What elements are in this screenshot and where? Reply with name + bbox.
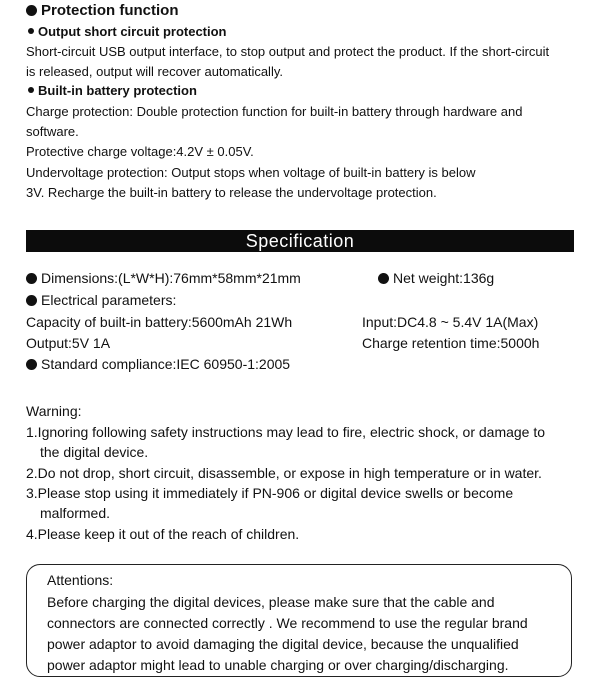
battery-line-2: software. (26, 124, 79, 139)
bullet-icon (378, 273, 389, 284)
battery-line-5: 3V. Recharge the built-in battery to release the undervoltage protection. (26, 185, 437, 200)
warning-item-2: 2.Do not drop, short circuit, disassemble, or expose in high temperature or in water. (26, 465, 542, 481)
bullet-icon (26, 295, 37, 306)
attentions-line-1: Before charging the digital devices, please make sure that the cable and (47, 594, 495, 610)
output-short-line-1: Short-circuit USB output interface, to stop output and protect the product. If the short-circuit (26, 44, 550, 59)
warning-item-1: 1.Ignoring following safety instructions may lead to fire, electric shock, or damage to (26, 424, 546, 440)
spec-electrical-heading: Electrical parameters: (26, 292, 176, 308)
bullet-icon (28, 28, 34, 34)
warning-item-4: 4.Please keep it out of the reach of children. (26, 526, 300, 542)
spec-dimensions: Dimensions:(L*W*H):76mm*58mm*21mm (26, 270, 301, 286)
bullet-icon (26, 5, 37, 16)
spec-compliance: Standard compliance:IEC 60950-1:2005 (26, 356, 290, 372)
spec-output: Output:5V 1A (26, 335, 111, 351)
warning-heading: Warning: (26, 403, 82, 419)
spec-net-weight: Net weight:136g (378, 270, 494, 286)
spec-input: Input:DC4.8 ~ 5.4V 1A(Max) (362, 314, 539, 330)
spec-retention: Charge retention time:5000h (362, 335, 540, 351)
battery-line-4: Undervoltage protection: Output stops when voltage of built-in battery is below (26, 165, 476, 180)
specification-header-bar: Specification (26, 230, 574, 252)
bullet-icon (26, 359, 37, 370)
output-short-heading: Output short circuit protection (28, 24, 227, 39)
attentions-line-2: connectors are connected correctly . We recommend to use the regular brand (47, 615, 528, 631)
bullet-icon (26, 273, 37, 284)
battery-protection-heading: Built-in battery protection (28, 83, 197, 98)
attentions-line-4: power adaptor might lead to unable charging or over charging/discharging. (47, 657, 509, 673)
attentions-box (26, 564, 572, 677)
battery-line-3: Protective charge voltage:4.2V ± 0.05V. (26, 144, 254, 159)
battery-line-1: Charge protection: Double protection function for built-in battery through hardware and (26, 104, 523, 119)
warning-item-1-cont: the digital device. (40, 444, 149, 460)
spec-capacity: Capacity of built-in battery:5600mAh 21Wh (26, 314, 293, 330)
attentions-heading: Attentions: (47, 572, 114, 588)
output-short-line-2: is released, output will recover automatically. (26, 64, 283, 79)
warning-item-3-cont: malformed. (40, 505, 111, 521)
attentions-line-3: power adaptor to avoid damaging the digital device, because the unqualified (47, 636, 519, 652)
bullet-icon (28, 87, 34, 93)
warning-item-3: 3.Please stop using it immediately if PN-906 or digital device swells or become (26, 485, 514, 501)
protection-title: Protection function (26, 2, 179, 19)
